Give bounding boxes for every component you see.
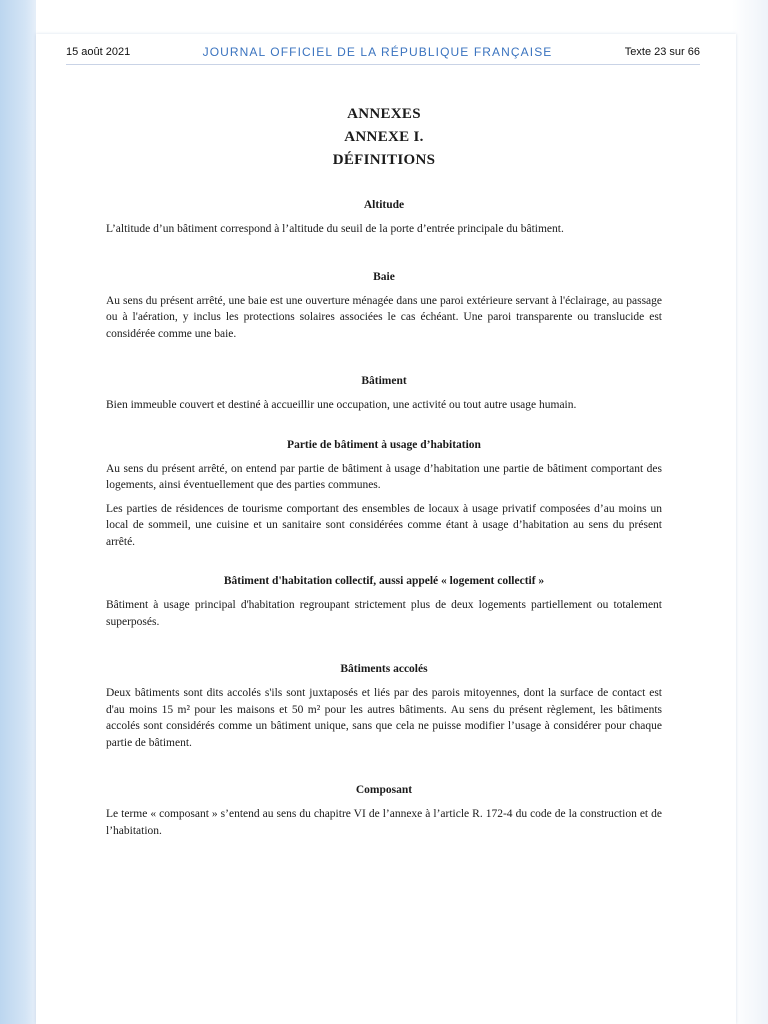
section-heading: Bâtiments accolés [340,663,428,675]
page-right-shadow [732,0,768,1024]
section-paragraph: Deux bâtiments sont dits accolés s'ils sont juxtaposés et liés par des parois mitoyennes, dont la surface de contact est d'au moins 15 m² pour les maisons et 50 m² pour les autres bâtiments. Au sens du présent règlement, les bâtiments accolés sont considérés comme un bâtiment unique, sans que cela ne puisse modifier l’usage à considérer pour chaque partie de bâtiment. [106,687,662,749]
section-paragraph: Le terme « composant » s’entend au sens du chapitre VI de l’annexe à l’article R. 172-4 du code de la construction et de l’habitation. [106,808,662,837]
section-batiment [106,375,662,414]
section-heading: Altitude [363,199,405,211]
section-paragraph: Bien immeuble couvert et destiné à accueillir une occupation, une activité ou tout autre usage humain. [106,399,577,411]
section-paragraph: Les parties de résidences de tourisme comportant des ensembles de locaux à usage privatif composées d’au moins un local de sommeil, une cuisine et un sanitaire sont considérées comme étant à usage d’habitation au sens du présent arrêté. [106,502,662,548]
publication-date: 15 août 2021 [66,46,131,58]
page-header [66,40,700,65]
section-paragraph: Bâtiment à usage principal d'habitation regroupant strictement plus de deux logements partiellement ou totalement superposés. [106,599,662,628]
section-heading: Partie de bâtiment à usage d’habitation [287,438,481,451]
section-heading: Baie [373,270,395,283]
section-logement-collectif [106,575,662,630]
section-paragraph: Au sens du présent arrêté, on entend par partie de bâtiment à usage d’habitation une partie de bâtiment comportant des logements, ainsi éventuellement que des parties communes. [106,462,662,491]
section-paragraph: Au sens du présent arrêté, une baie est une ouverture ménagée dans une paroi extérieure servant à l'éclairage, au passage ou à l'aération, y inclus les protections solaires associées le cas échéant. Une paroi transparente ou translucide est considérée comme une baie. [106,294,662,340]
section-paragraph: L’altitude d’un bâtiment correspond à l’altitude du seuil de la porte d’entrée principale du bâtiment. [106,223,564,235]
journal-title: JOURNAL OFFICIEL DE LA RÉPUBLIQUE FRANÇAISE [202,45,553,59]
section-partie-batiment-habitation [106,439,662,551]
document-body [106,106,662,839]
page-side-band [0,0,36,1024]
document-page [36,34,736,1024]
section-heading: Composant [355,784,413,796]
definitions-heading: DÉFINITIONS [332,152,436,168]
text-counter: Texte 23 sur 66 [624,46,700,58]
section-composant [106,784,662,839]
section-heading: Bâtiment d'habitation collectif, aussi appelé « logement collectif » [223,575,545,587]
annexe-number-heading: ANNEXE I. [344,129,424,145]
section-baie [106,271,662,343]
annexes-heading: ANNEXES [347,106,421,122]
section-batiments-accoles [106,663,662,751]
section-altitude [106,199,662,238]
section-heading: Bâtiment [361,375,407,387]
